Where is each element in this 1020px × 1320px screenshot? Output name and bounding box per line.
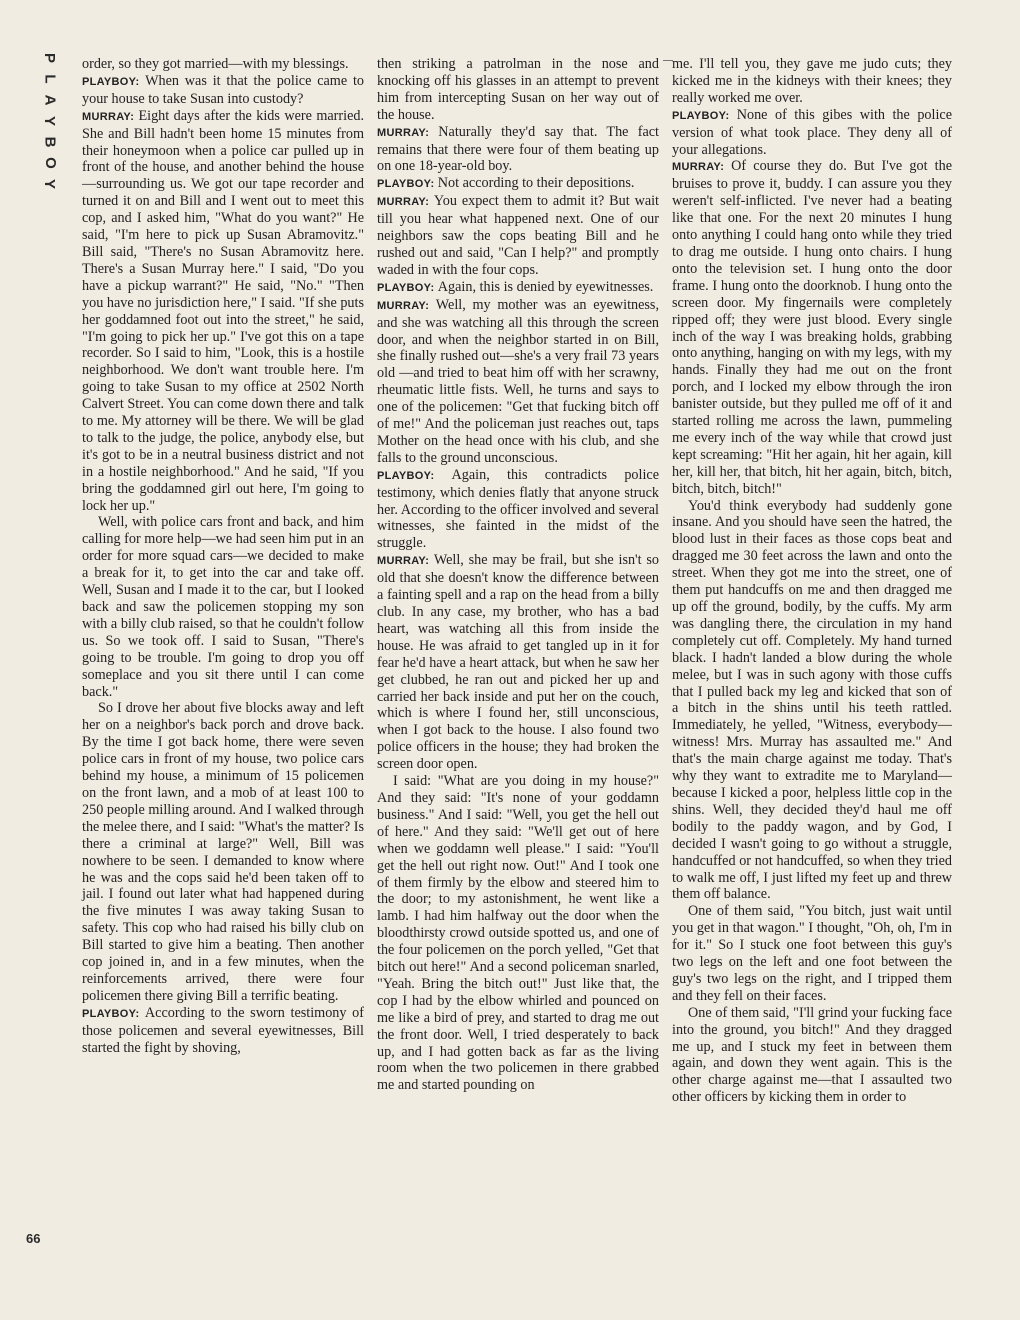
paragraph bbox=[672, 1005, 952, 1106]
paragraph-text: So I drove her about five blocks away and left her on a neighbor's back porch and drove back. By the time I got back home, there were seven police cars in front of my house, two police cars behind my house, a minimum of 15 policemen on the front lawn, and a mob of at least 100 to 250 people milling around. And I walked through the melee there, and I said: "What's the matter? Is there a criminal at large?" Well, Bill was nowhere to be seen. I demanded to know where he was and the cops said he'd been taken off to jail. I found out later what had happened during the five minutes I was away taking Susan to safety. This cop who had raised his billy club on Bill started to give him a beating. Then another cop joined in, and in a few minutes, when the reinforcements arrived, there were four policemen there giving Bill a terrific beating. bbox=[82, 700, 364, 1004]
text-column-2 bbox=[377, 56, 659, 1094]
paragraph-text: When was it that the police came to your house to take Susan into custody? bbox=[82, 72, 365, 107]
paragraph-text: order, so they got married—with my blessings. bbox=[82, 56, 349, 72]
speaker-label: MURRAY bbox=[377, 299, 426, 312]
paragraph: PLAYBOY: Again, this contradicts police testimony, which denies flatly that anyone struck her. According to the officer involved and several witnesses, she fainted in the midst of the struggle. bbox=[377, 466, 659, 552]
paragraph-text: Well, my mother was an eyewitness, and she was watching all this through the screen door, and when the neighbor started in on Bill, she finally rushed out—she's a very frail 73 years old —and tried to beat him off with her scrawny, rheumatic little fists. Well, he turns and says to one of the policemen: "Get that fucking bitch off of me!" And the policeman just reaches out, taps Mother on the head once with his club, and she falls to the ground unconscious. bbox=[377, 296, 659, 466]
paragraph-text: Not according to their depositions. bbox=[437, 175, 635, 192]
paragraph: MURRAY: Eight days after the kids were married. She and Bill hadn't been home 15 minutes from their honeymoon when a police car pulled up in front of the house, and another behind the house—surrounding us. We got our tape recorder and turned it on and Bill and I went out to meet this cop, and I asked him, "What do you want?" He said, "I'm here to pick up Susan Abramovitz." Bill said, "There's no Susan Abramovitz here. There's a Susan Murray here." I said, "Do you have a pickup warrant?" He said, "No." "Then you have no jurisdiction here," I said. "If she puts her goddamned foot out into the street," he said, "I'm going to pick her up." I've got this on a tape recorder. So I said to him, "Look, this is a hostile neighborhood. We don't want trouble here. I'm going to take Susan to my office at 2502 North Calvert Street. You can come down there and talk to me. My attorney will be there. We will be glad to talk to the judge, the police, anybody else, but it's got to be in a neutral business district and not in a hostile neighborhood." And he said, "If you bring the goddamned girl out here, I'm going to lock her up." bbox=[82, 107, 365, 514]
speaker-label: PLAYBOY bbox=[377, 281, 431, 294]
paragraph-text: Again, this contradicts police testimony, which denies flatly that anyone struck her. According to the officer involved and several witnesses, she fainted in the midst of the struggle. bbox=[377, 466, 659, 552]
paragraph-text: me. I'll tell you, they gave me judo cuts; they kicked me in the kidneys with their knees; they really worked me over. bbox=[672, 56, 952, 106]
speaker-label: MURRAY bbox=[377, 555, 426, 568]
speaker-label: PLAYBOY bbox=[82, 1007, 136, 1020]
paragraph bbox=[377, 773, 659, 1094]
speaker-label: PLAYBOY bbox=[377, 178, 431, 191]
paragraph bbox=[672, 903, 952, 1004]
playboy-masthead bbox=[30, 48, 70, 195]
masthead-letter: P bbox=[41, 52, 59, 65]
paragraph-text: I said: "What are you doing in my house?" And they said: "It's none of your goddamn business." And I said: "Well, you get the hell out of here." And they said: "We'll get out of here when we goddamn well please." I said: "You'll get the hell out right now. Out!" And I took one of them firmly by the elbow and steered him to the door; to my astonishment, he went like a lamb. I had him halfway out the door when the bloodthirsty crowd outside spotted us, and one of the four policemen on the porch yelled, "Get that bitch out here!" And a second policeman snarled, "Yeah. Bring the bitch out!" Just like that, the cop I had by the elbow whirled and pounced on me like a bird of prey, and started to drag me out the front door. Well, I tried desperately to back up, and I had gotten back as far as the living room when the two policemen in there grabbed me and started pounding on bbox=[377, 773, 659, 1094]
paragraph bbox=[82, 700, 364, 1004]
masthead-letter: Y bbox=[41, 115, 59, 128]
paragraph-text: then striking a patrolman in the nose and knocking off his glasses in an attempt to prevent him from intercepting Susan on her way out of the house. bbox=[377, 56, 659, 123]
paragraph bbox=[672, 498, 952, 904]
paragraph-text: Well, she may be frail, but she isn't so old that she doesn't know the difference between a fainting spell and a rap on the head from a billy club. In any case, my brother, who has a bad heart, was watching all this from inside the house. He was afraid to get tangled up in it for fear he'd have a heart attack, but when he saw her get clubbed, he ran out and picked her up and carried her back inside and put her on the couch, which is where I found her, still unconscious, when I got back to the house. I also found two police officers in the house; they had broken the screen door open. bbox=[377, 552, 659, 773]
paragraph bbox=[82, 56, 364, 73]
text-column-3 bbox=[672, 56, 952, 1106]
paragraph: PLAYBOY: Not according to their depositions. bbox=[377, 175, 635, 192]
masthead-letter: O bbox=[41, 157, 59, 170]
speaker-label: PLAYBOY bbox=[377, 469, 431, 482]
paragraph-text: Eight days after the kids were married. She and Bill hadn't been home 15 minutes from their honeymoon when a police car pulled up in front of the house, and another behind the house—surrounding us. We got our tape recorder and turned it on and Bill and I went out to meet this cop, and I asked him, "What do you want?" He said, "I'm here to pick up Susan Abramovitz." Bill said, "There's no Susan Abramovitz here. There's a Susan Murray here." I said, "Do you have a pickup warrant?" He said, "No." "Then you have no jurisdiction here," I said. "If she puts her goddamned foot out into the street," he said, "I'm going to pick her up." I've got this on a tape recorder. So I said to him, "Look, this is a hostile neighborhood. We don't want trouble here. I'm going to take Susan to my office at 2502 North Calvert Street. You can come down there and talk to me. My attorney will be there. We will be glad to talk to the judge, the police, anybody else, but it's got to be in a neutral business district and not in a hostile neighborhood." And he said, "If you bring the goddamned girl out here, I'm going to lock her up." bbox=[82, 107, 365, 514]
paragraph-text: Again, this is denied by eyewitnesses. bbox=[437, 278, 654, 295]
paragraph-text: Naturally they'd say that. The fact remains that there were four of them beating up on one 18-year-old boy. bbox=[377, 123, 659, 175]
page-number: 66 bbox=[26, 1231, 41, 1246]
paragraph-text: Of course they do. But I've got the bruises to prove it, buddy. I can assure you they weren't self-inflicted. I've never had a beating like that one. For the next 20 minutes I hung onto anything I could hang onto while they tried to drag me outside. I hung onto chairs. I hung onto the television set. I hung onto the door frame. I hung onto the doorknob. I hung onto the screen door. My fingernails were completely ripped off; they were just blood. Every single inch of the way I was breaking holds, grabbing onto anything, hanging on with my legs, with my hands. Finally they had me out on the front porch, and I locked my elbow through the iron banister outside, but they pulled me off of it and started rolling me across the lawn, pummeling me every inch of the way while that crowd just kept screaming: "Hit her again, hit her again, kill her, kill her, that bitch, hit her again, bitch, bitch, bitch, bitch, bitch!" bbox=[672, 158, 952, 497]
paragraph: MURRAY: Naturally they'd say that. The fact remains that there were four of them beating up on one 18-year-old boy. bbox=[377, 123, 659, 175]
masthead-letter: L bbox=[41, 74, 59, 85]
paragraph: PLAYBOY: Again, this is denied by eyewitnesses. bbox=[377, 278, 654, 295]
paragraph: PLAYBOY: According to the sworn testimony of those policemen and several eyewitnesses, Bill started the fight by shoving, bbox=[82, 1004, 364, 1056]
paragraph-text: None of this gibes with the police version of what took place. They deny all of your allegations. bbox=[672, 106, 952, 158]
masthead-letter: Y bbox=[41, 178, 59, 191]
paragraph-text: One of them said, "You bitch, just wait until you get in that wagon." I thought, "Oh, oh, I'm in for it." So I stuck one foot between this guy's two legs on the left and one foot between the guy's two legs on the right, and I tripped them and they fell on their faces. bbox=[672, 903, 952, 1004]
paragraph: MURRAY: Well, my mother was an eyewitness, and she was watching all this through the screen door, and when the neighbor started in on Bill, she finally rushed out—she's a very frail 73 years old —and tried to beat him off with her scrawny, rheumatic little fists. Well, he turns and says to one of the policemen: "Get that fucking bitch off of me!" And the policeman just reaches out, taps Mother on the head once with his club, and she falls to the ground unconscious. bbox=[377, 296, 659, 466]
speaker-label: PLAYBOY bbox=[672, 109, 726, 122]
speaker-label: PLAYBOY bbox=[82, 75, 136, 88]
paragraph-text: According to the sworn testimony of those policemen and several eyewitnesses, Bill started the fight by shoving, bbox=[82, 1004, 364, 1056]
speaker-label: MURRAY bbox=[82, 110, 131, 123]
paragraph bbox=[377, 56, 659, 124]
paragraph: PLAYBOY: None of this gibes with the police version of what took place. They deny all of your allegations. bbox=[672, 106, 952, 158]
masthead-letter: A bbox=[41, 94, 59, 107]
speaker-label: MURRAY bbox=[672, 161, 721, 174]
speaker-label: MURRAY bbox=[377, 196, 426, 209]
paragraph-text: Well, with police cars front and back, and him calling for more help—we had seen him put in an order for more squad cars—we decided to make a break for it, to get into the car and take off. Well, Susan and I made it to the car, but I looked back and saw the policemen stopping my son with a billy club raised, so that he couldn't follow us. So we took off. I said to Susan, "There's going to be trouble. I'm going to drop you off someplace and you sit there until I can come back." bbox=[82, 514, 364, 700]
paragraph-text: One of them said, "I'll grind your fucking face into the ground, you bitch!" And they dragged me up, and I stuck my feet in between them again, and down they went again. This is the other charge against me—that I assaulted two other officers by kicking them in order to bbox=[672, 1004, 952, 1106]
paragraph: MURRAY: Of course they do. But I've got the bruises to prove it, buddy. I can assure you they weren't self-inflicted. I've never had a beating like that one. For the next 20 minutes I hung onto anything I could hang onto while they tried to drag me outside. I hung onto chairs. I hung onto the television set. I hung onto the door frame. I hung onto the doorknob. I hung onto the screen door. My fingernails were completely ripped off; they were just blood. Every single inch of the way I was breaking holds, grabbing onto anything, hanging on with my legs, with my hands. Finally they had me out on the front porch, and I locked my elbow through the iron banister outside, but they pulled me off of it and started rolling me across the lawn, pummeling me every inch of the way while that crowd just kept screaming: "Hit her again, hit her again, kill her, kill her, that bitch, hit her again, bitch, bitch, bitch, bitch, bitch!" bbox=[672, 158, 952, 497]
paragraph bbox=[82, 514, 364, 700]
paragraph: PLAYBOY: When was it that the police came to your house to take Susan into custody? bbox=[82, 72, 365, 107]
masthead-letter: B bbox=[41, 136, 59, 149]
text-column-1 bbox=[82, 56, 364, 1056]
paragraph-text: You expect them to admit it? But wait till you hear what happened next. One of our neighbors saw the cops beating Bill and he rushed out and said, "Can I help?" and promptly waded in with the four cops. bbox=[377, 193, 659, 278]
paragraph: MURRAY: Well, she may be frail, but she isn't so old that she doesn't know the difference between a fainting spell and a rap on the head from a billy club. In any case, my brother, who has a bad heart, was watching all this from inside the house. He was afraid to get tangled up in it for fear he'd have a heart attack, but when he saw her get clubbed, he ran out and picked her up and carried her back inside and put her on the couch, which is where I found her, still unconscious, when I got back to the house. I also found two police officers in the house; they had broken the screen door open. bbox=[377, 552, 659, 773]
paragraph-text: You'd think everybody had suddenly gone insane. And you should have seen the hatred, the blood lust in their faces as those cops beat and dragged me 30 feet across the lawn and onto the street. When they got me into the street, one of them put handcuffs on me and then dragged me up off the ground, bodily, by the cuffs. My arm was dangling there, the circulation in my hand completely cut off. Completely. My hand turned black. I hadn't landed a blow during the whole melee, but I was in such agony with those cuffs that I pulled back my leg and kicked that son of a bitch in the shins until his teeth rattled. Immediately, he yelled, "Witness, everybody—witness! Mrs. Murray has assaulted me." And that's the main charge against me today. That's why they want to extradite me to Maryland—because I kicked a poor, helpless little cop in the shins. Well, they decided they'd haul me off bodily to the paddy wagon, and by God, I decided I wasn't going to go without a struggle, handcuffed or not handcuffed, so when they tried to walk me off, I just lifted my feet up and threw them off balance. bbox=[672, 497, 952, 903]
paragraph: MURRAY: You expect them to admit it? But wait till you hear what happened next. One of our neighbors saw the cops beating Bill and he rushed out and said, "Can I help?" and promptly waded in with the four cops. bbox=[377, 193, 659, 278]
speaker-label: MURRAY bbox=[377, 126, 426, 139]
paragraph bbox=[672, 56, 952, 107]
